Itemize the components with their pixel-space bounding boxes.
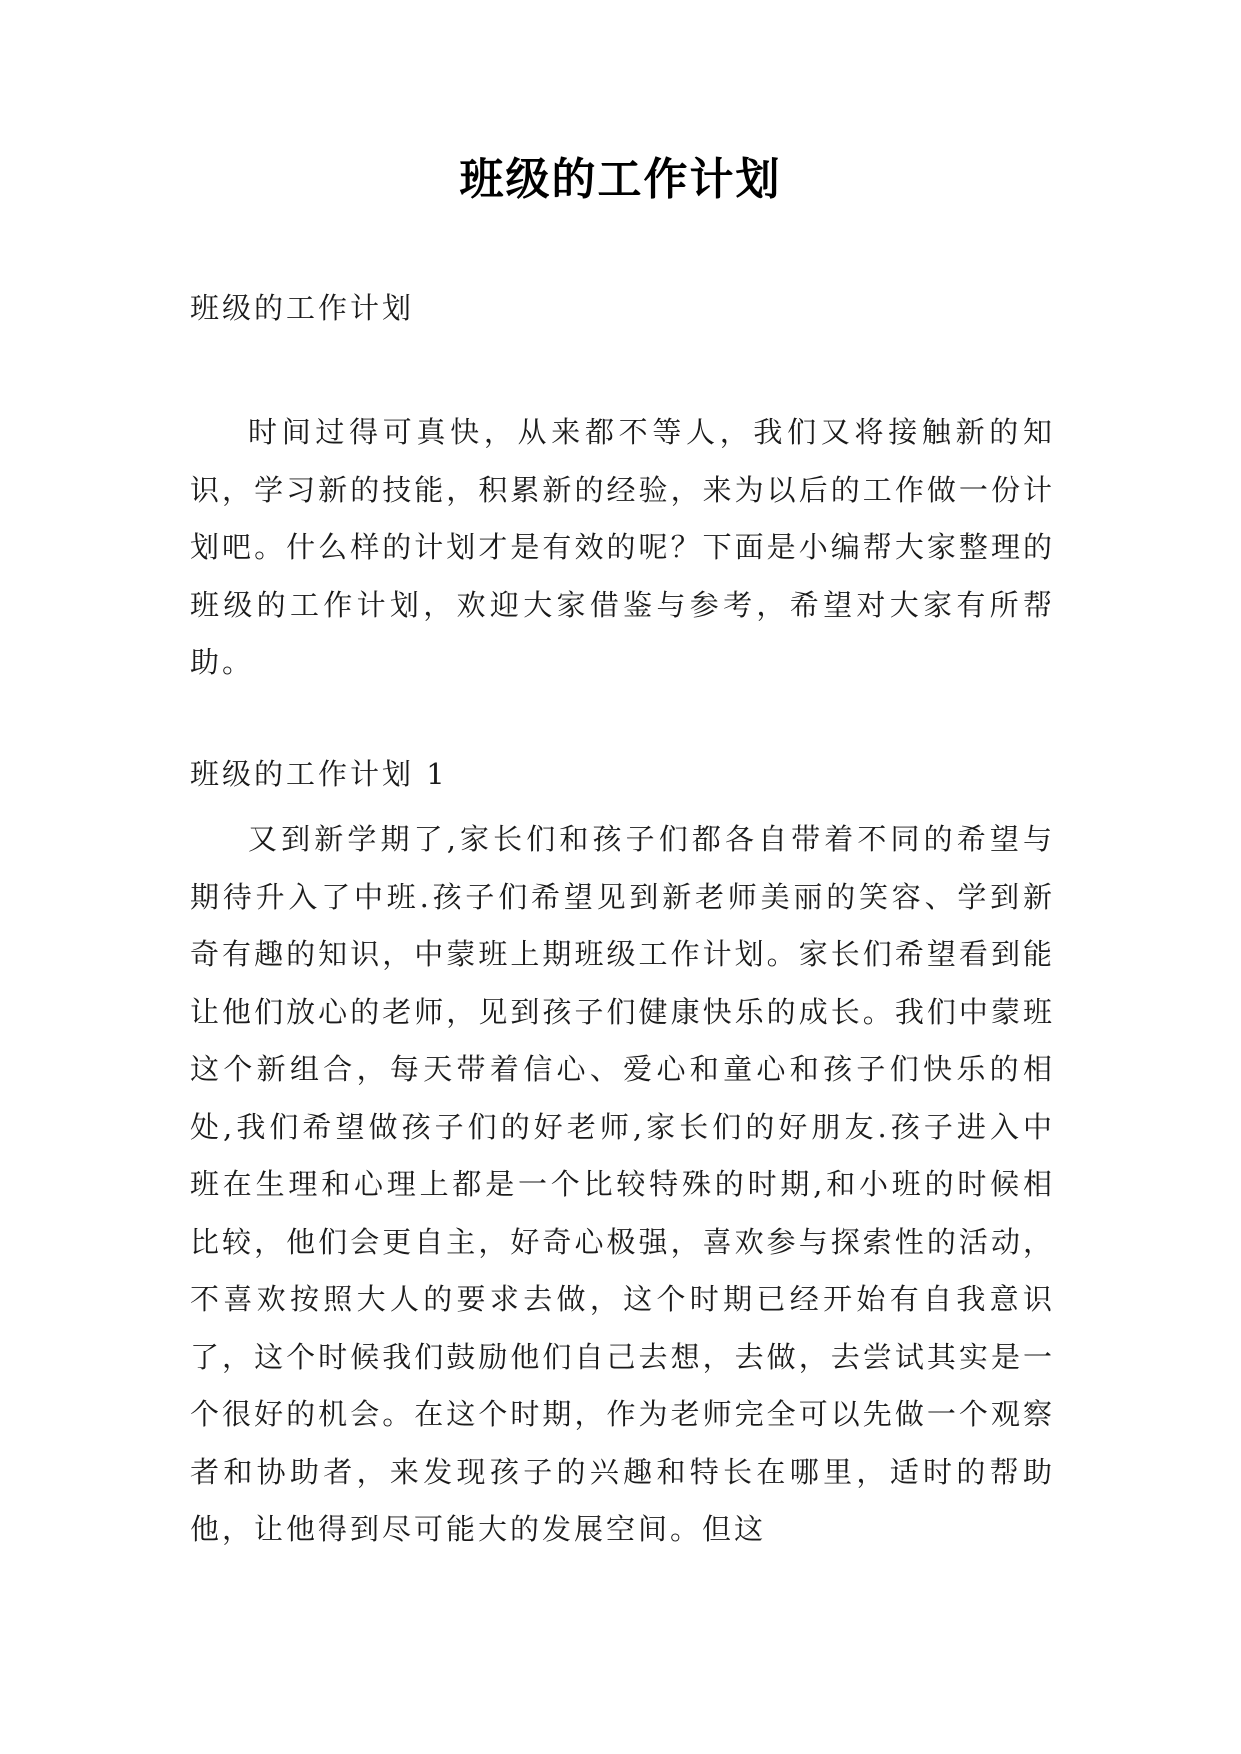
- section-heading: 班级的工作计划 1: [190, 757, 448, 791]
- section-body-paragraph: 又到新学期了,家长们和孩子们都各自带着不同的希望与期待升入了中班.孩子们希望见到新老师美丽的笑容、学到新奇有趣的知识，中蒙班上期班级工作计划。家长们希望看到能让他们放心的老师，见到孩子们健康快乐的成长。我们中蒙班这个新组合，每天带着信心、爱心和童心和孩子们快乐的相处,我们希望做孩子们的好老师,家长们的好朋友.孩子进入中班在生理和心理上都是一个比较特殊的时期,和小班的时候相比较，他们会更自主，好奇心极强，喜欢参与探索性的活动，不喜欢按照大人的要求去做，这个时期已经开始有自我意识了，这个时候我们鼓励他们自己去想，去做，去尝试其实是一个很好的机会。在这个时期，作为老师完全可以先做一个观察者和协助者，来发现孩子的兴趣和特长在哪里，适时的帮助他，让他得到尽可能大的发展空间。但这: [190, 822, 1055, 1546]
- intro-paragraph: 时间过得可真快，从来都不等人，我们又将接触新的知识，学习新的技能，积累新的经验，来为以后的工作做一份计划吧。什么样的计划才是有效的呢？下面是小编帮大家整理的班级的工作计划，欢迎大家借鉴与参考，希望对大家有所帮助。: [190, 415, 1055, 679]
- document-subtitle: 班级的工作计划: [190, 291, 415, 325]
- document-title: 班级的工作计划: [459, 154, 782, 205]
